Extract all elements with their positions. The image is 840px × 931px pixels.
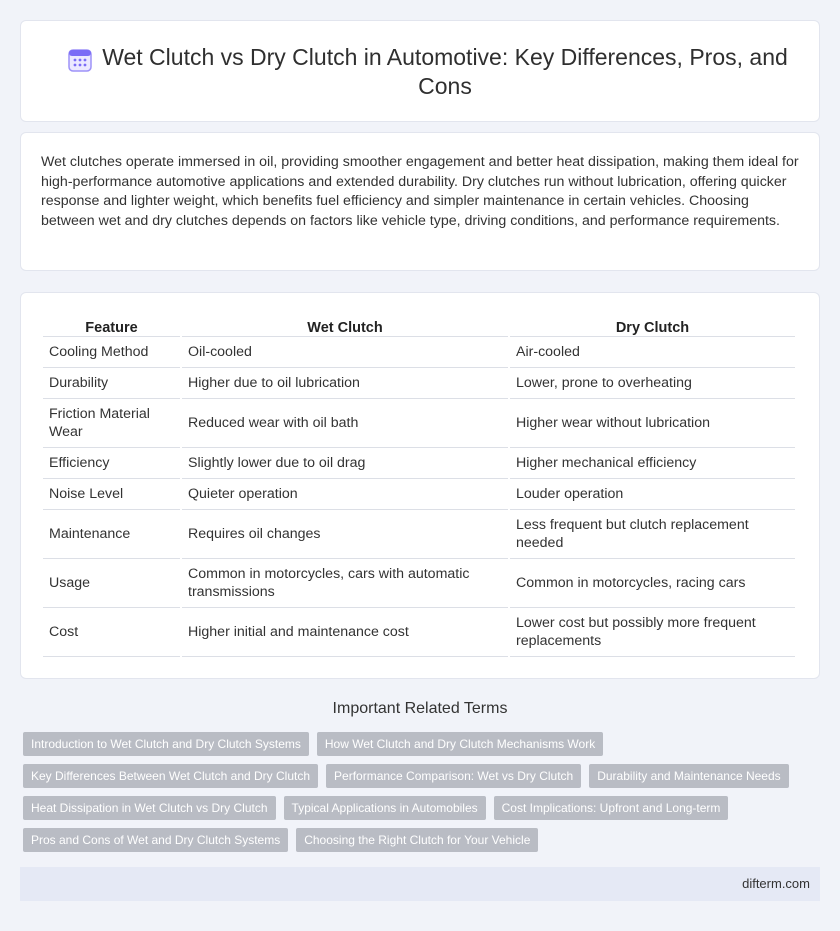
related-term-tag[interactable]: Performance Comparison: Wet vs Dry Clutch	[326, 764, 581, 788]
table-cell: Less frequent but clutch replacement needed	[510, 510, 795, 559]
table-cell: Durability	[43, 368, 180, 399]
table-cell: Higher mechanical efficiency	[510, 448, 795, 479]
header-card	[20, 20, 820, 122]
tag-row	[23, 764, 803, 788]
related-terms-heading: Important Related Terms	[332, 700, 508, 717]
header-dry-clutch: Dry Clutch	[510, 315, 795, 337]
table-row	[43, 608, 795, 657]
page-title: Wet Clutch vs Dry Clutch in Automotive: Key Differences, Pros, and Cons	[102, 44, 788, 99]
table-cell: Lower, prone to overheating	[510, 368, 795, 399]
table-cell: Louder operation	[510, 479, 795, 510]
table-cell: Oil-cooled	[182, 337, 508, 368]
comparison-table-card	[20, 292, 820, 679]
tag-row	[23, 828, 803, 852]
tag-row	[23, 796, 803, 820]
table-cell: Maintenance	[43, 510, 180, 559]
intro-card	[20, 132, 820, 271]
footer	[20, 867, 820, 901]
table-cell: Friction Material Wear	[43, 399, 180, 448]
table-cell: Common in motorcycles, cars with automatic transmissions	[182, 559, 508, 608]
related-term-tag[interactable]: Heat Dissipation in Wet Clutch vs Dry Clutch	[23, 796, 276, 820]
table-cell: Cooling Method	[43, 337, 180, 368]
related-terms-list	[23, 732, 803, 860]
related-term-tag[interactable]: Choosing the Right Clutch for Your Vehicle	[296, 828, 538, 852]
related-term-tag[interactable]: How Wet Clutch and Dry Clutch Mechanisms Work	[317, 732, 603, 756]
related-term-tag[interactable]: Introduction to Wet Clutch and Dry Clutch Systems	[23, 732, 309, 756]
header-feature: Feature	[43, 315, 180, 337]
related-term-tag[interactable]: Key Differences Between Wet Clutch and Dry Clutch	[23, 764, 318, 788]
table-cell: Requires oil changes	[182, 510, 508, 559]
table-cell: Lower cost but possibly more frequent replacements	[510, 608, 795, 657]
table-cell: Cost	[43, 608, 180, 657]
table-cell: Higher initial and maintenance cost	[182, 608, 508, 657]
tag-row	[23, 732, 803, 756]
comparison-table	[41, 315, 797, 657]
table-cell: Usage	[43, 559, 180, 608]
table-cell: Air-cooled	[510, 337, 795, 368]
table-row	[43, 559, 795, 608]
related-term-tag[interactable]: Durability and Maintenance Needs	[589, 764, 788, 788]
table-row	[43, 368, 795, 399]
table-row	[43, 337, 795, 368]
table-cell: Quieter operation	[182, 479, 508, 510]
table-cell: Higher wear without lubrication	[510, 399, 795, 448]
footer-site-link[interactable]: difterm.com	[742, 876, 810, 891]
table-cell: Slightly lower due to oil drag	[182, 448, 508, 479]
intro-paragraph: Wet clutches operate immersed in oil, providing smoother engagement and better heat dissipation, making them ideal for high-performance automotive applications and extended durability. Dry clutches run without lubrication, offering quicker response and lighter weight, which benefits fuel efficiency and simpler maintenance in certain vehicles. Choosing between wet and dry clutches depends on factors like vehicle type, driving conditions, and performance requirements.	[41, 154, 799, 229]
table-cell: Noise Level	[43, 479, 180, 510]
table-row	[43, 448, 795, 479]
table-header-row	[43, 315, 795, 337]
related-term-tag[interactable]: Typical Applications in Automobiles	[284, 796, 486, 820]
table-cell: Efficiency	[43, 448, 180, 479]
table-cell: Higher due to oil lubrication	[182, 368, 508, 399]
table-row	[43, 510, 795, 559]
table-cell: Reduced wear with oil bath	[182, 399, 508, 448]
related-term-tag[interactable]: Pros and Cons of Wet and Dry Clutch Systems	[23, 828, 288, 852]
header-wet-clutch: Wet Clutch	[182, 315, 508, 337]
table-row	[43, 479, 795, 510]
table-row	[43, 399, 795, 448]
related-term-tag[interactable]: Cost Implications: Upfront and Long-term	[494, 796, 729, 820]
table-cell: Common in motorcycles, racing cars	[510, 559, 795, 608]
